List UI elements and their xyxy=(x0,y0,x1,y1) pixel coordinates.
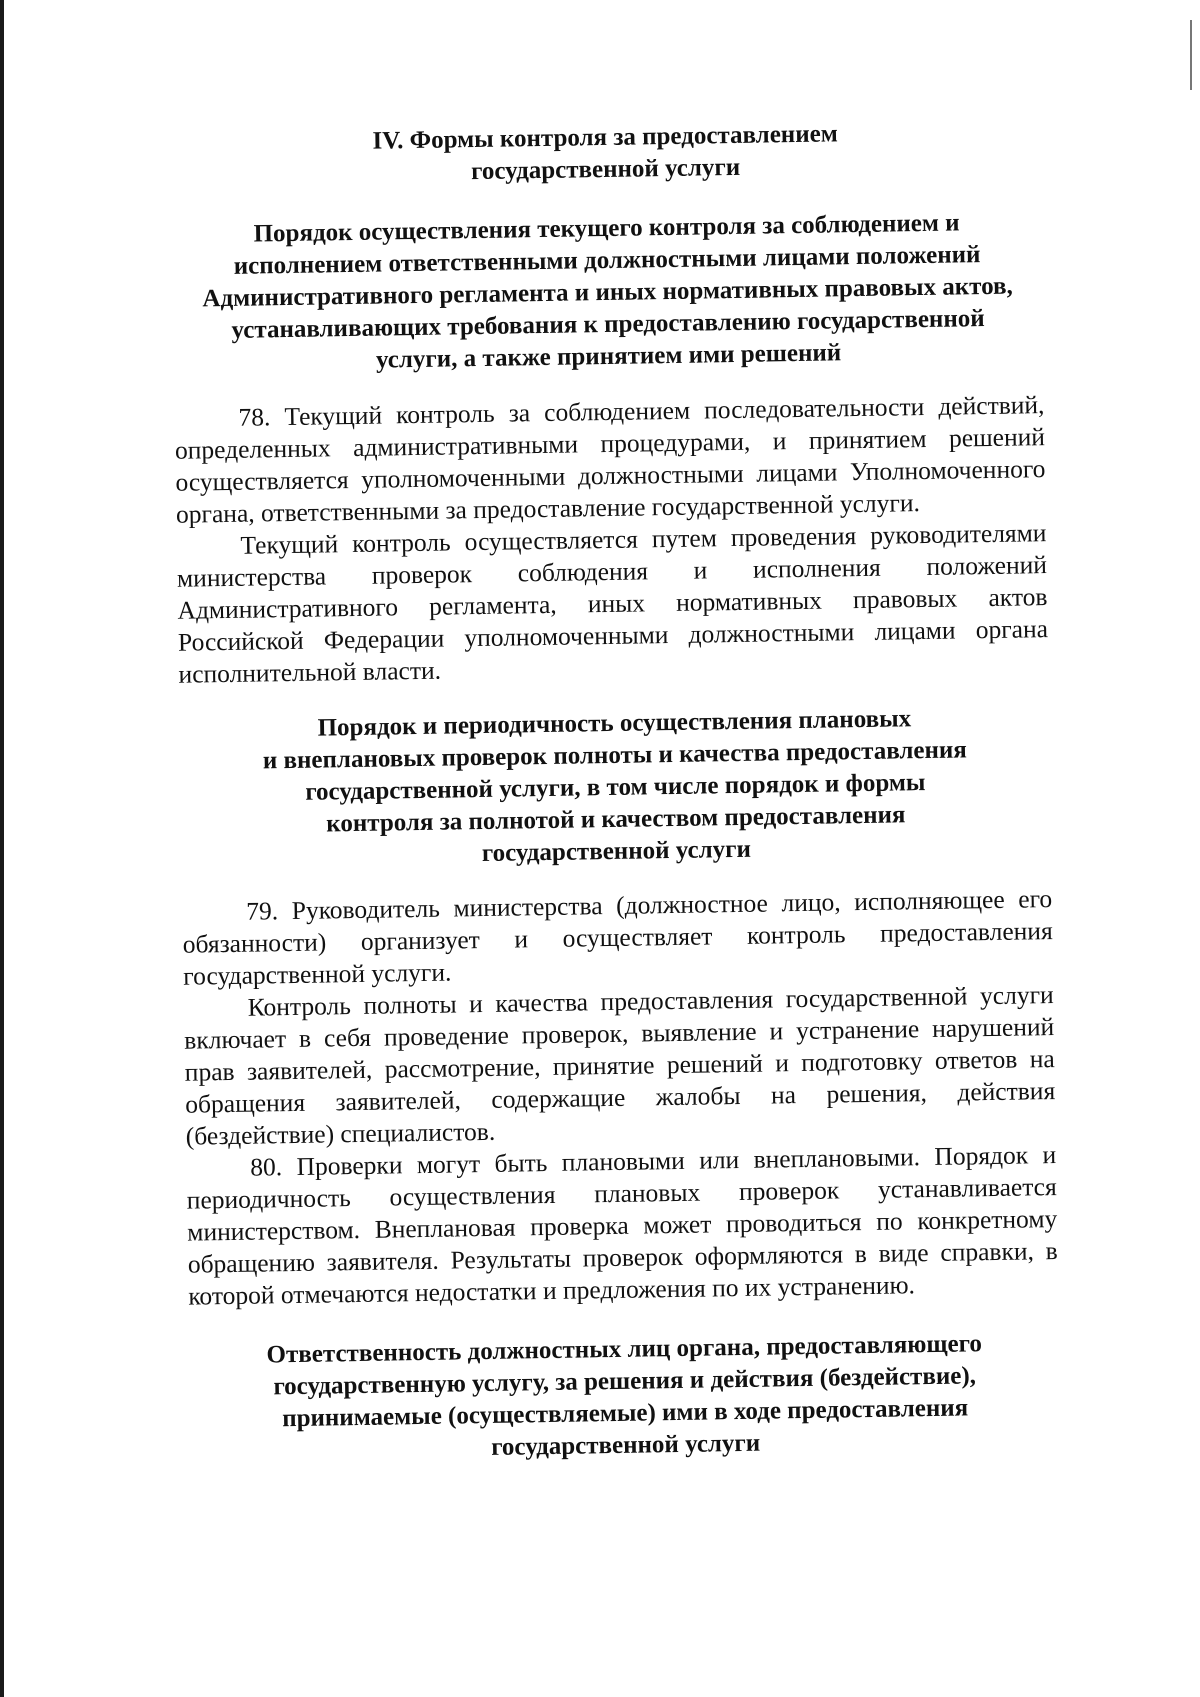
paragraph-line: Российской Федерации уполномоченными должностными лицами органа xyxy=(177,614,1049,657)
paragraph-line: 79. Руководитель министерства (должностное лицо, исполняющее его xyxy=(246,884,1053,926)
heading-line: исполнением ответственными должностными лицами положений xyxy=(233,241,981,280)
paragraph-line: периодичность осуществления плановых проверок устанавливается xyxy=(186,1172,1057,1215)
heading-line: принимаемые (осуществляемые) ими в ходе предоставления xyxy=(281,1394,969,1433)
paragraph-line: министерством. Внеплановая проверка может проводиться по конкретному xyxy=(187,1204,1058,1247)
paragraph-line: 80. Проверки могут быть плановыми или внеплановыми. Порядок и xyxy=(250,1140,1057,1182)
paragraph-line: 78. Текущий контроль за соблюдением последовательности действий, xyxy=(238,390,1045,432)
paragraph-line: обращения заявителей, содержащие жалобы на решения, действия xyxy=(185,1076,1056,1119)
document-page xyxy=(168,0,1058,1461)
paragraph-79 xyxy=(182,883,1053,993)
heading-current-control xyxy=(171,206,1043,380)
heading-line: Административного регламента и иных нормативных правовых актов, xyxy=(202,272,1013,313)
paragraph-line: Административного регламента, иных нормативных правовых актов xyxy=(177,582,1048,625)
heading-line: услуги, а также принятием ими решений xyxy=(375,339,842,374)
heading-line: контроля за полнотой и качеством предоставления xyxy=(326,801,906,838)
paragraph-line: министерства проверок соблюдения и исполнения положений xyxy=(176,550,1048,593)
paragraph-line: осуществляется уполномоченными должностными лицами Уполномоченного xyxy=(175,454,1046,497)
paragraph-line: которой отмечаются недостатки и предложения по их устранению. xyxy=(188,1270,916,1311)
heading-line: государственной услуги, в том числе порядок и формы xyxy=(305,769,926,806)
heading-responsibility xyxy=(189,1327,1061,1469)
paragraph-80 xyxy=(186,1139,1058,1313)
paragraph-line: обращению заявителя. Результаты проверок оформляются в виде справки, в xyxy=(187,1236,1058,1279)
paragraph-line: государственной услуги. xyxy=(183,957,452,991)
paragraph-line: Контроль полноты и качества предоставления государственной услуги xyxy=(247,980,1054,1022)
section-title xyxy=(170,115,1041,193)
paragraph-78 xyxy=(174,389,1046,531)
heading-line: Порядок и периодичность осуществления плановых xyxy=(317,705,912,742)
heading-line: устанавливающих требования к предоставлению государственной xyxy=(231,305,985,344)
paragraph-line: (бездействие) специалистов. xyxy=(185,1116,496,1151)
paragraph-line: включает в себя проведение проверок, выявление и устранение нарушений xyxy=(184,1012,1055,1055)
paragraph-line: исполнительной власти. xyxy=(178,655,442,689)
paragraph-79-continued xyxy=(184,979,1056,1153)
heading-line: и внеплановых проверок полноты и качества предоставления xyxy=(262,736,968,775)
scan-edge-right xyxy=(1190,20,1192,90)
heading-line: государственной услуги xyxy=(490,1429,761,1461)
heading-line: Порядок осуществления текущего контроля за соблюдением и xyxy=(253,209,960,248)
section-title-line: государственной услуги xyxy=(470,153,741,186)
scan-edge-left xyxy=(0,0,4,1697)
paragraph-line: органа, ответственными за предоставление государственной услуги. xyxy=(175,488,921,529)
paragraph-line: определенных административными процедурами, и принятием решений xyxy=(174,422,1046,465)
paragraph-78-continued xyxy=(176,517,1048,691)
paragraph-line: прав заявителей, рассмотрение, принятие решений и подготовку ответов на xyxy=(184,1044,1055,1087)
heading-line: государственную услугу, за решения и действия (бездействие), xyxy=(273,1362,977,1401)
heading-line: Ответственность должностных лиц органа, предоставляющего xyxy=(266,1330,983,1369)
heading-line: государственной услуги xyxy=(481,835,752,868)
section-title-line: IV. Формы контроля за предоставлением xyxy=(372,120,838,155)
paragraph-line: Текущий контроль осуществляется путем проведения руководителями xyxy=(240,518,1047,560)
paragraph-line: обязанности) организует и осуществляет контроль предоставления xyxy=(182,916,1053,959)
heading-inspections xyxy=(179,701,1051,875)
